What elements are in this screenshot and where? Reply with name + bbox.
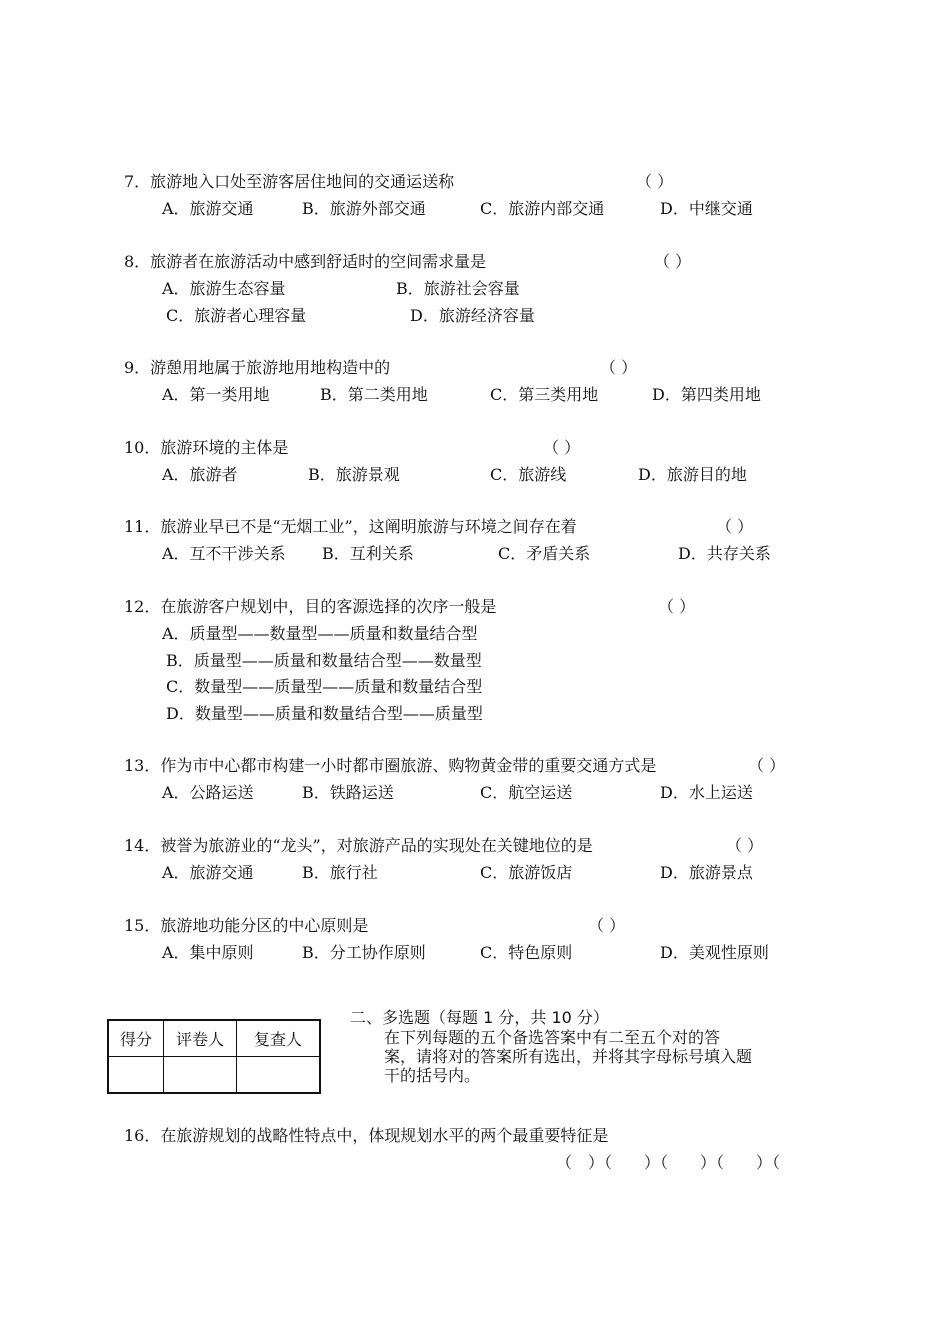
question-12-stem: 12．在旅游客户规划中，目的客源选择的次序一般是: [124, 597, 497, 616]
score-table-header-row: [108, 1020, 320, 1057]
question-11-option-a: A．互不干涉关系: [162, 544, 286, 563]
reviewer-cell[interactable]: [237, 1057, 321, 1094]
section-2-instructions-line-2: 案，请将对的答案所有选出，并将其字母标号填入题: [384, 1047, 753, 1066]
question-10-option-c: C．旅游线: [490, 465, 567, 484]
question-11-option-c: C．矛盾关系: [498, 544, 591, 563]
question-8-option-d: D．旅游经济容量: [410, 306, 535, 325]
question-13-option-d: D．水上运送: [660, 783, 753, 802]
reviewer-header: 复查人: [237, 1020, 321, 1057]
question-8-option-b: B．旅游社会容量: [396, 279, 520, 298]
question-13-stem: 13．作为市中心都市构建一小时都市圈旅游、购物黄金带的重要交通方式是: [124, 756, 657, 775]
question-15-stem: 15．旅游地功能分区的中心原则是: [124, 916, 369, 935]
question-14-option-b: B．旅行社: [302, 863, 378, 882]
question-10-answer-paren: （ ）: [543, 438, 581, 457]
question-9-option-d: D．第四类用地: [652, 385, 761, 404]
question-10-option-d: D．旅游目的地: [638, 465, 747, 484]
question-7-answer-paren: （ ）: [636, 172, 674, 191]
question-8-option-c: C．旅游者心理容量: [166, 306, 307, 325]
question-8-option-a: A．旅游生态容量: [162, 279, 286, 298]
question-9-option-b: B．第二类用地: [320, 385, 428, 404]
question-14-stem: 14．被誉为旅游业的“龙头”，对旅游产品的实现处在关键地位的是: [124, 836, 593, 855]
score-table-entry-row: [108, 1057, 320, 1094]
question-12-option-d: D．数量型——质量和数量结合型——质量型: [166, 704, 483, 723]
score-header: 得分: [108, 1020, 164, 1057]
question-16-answer-parens: （ ）（ ）（ ）（ ）（: [556, 1153, 781, 1172]
question-15-option-b: B．分工协作原则: [302, 943, 426, 962]
question-10-option-b: B．旅游景观: [308, 465, 400, 484]
question-14-answer-paren: （ ）: [726, 836, 764, 855]
question-10-option-a: A．旅游者: [162, 465, 238, 484]
question-11-option-d: D．共存关系: [678, 544, 771, 563]
score-cell[interactable]: [108, 1057, 164, 1094]
question-13-option-b: B．铁路运送: [302, 783, 394, 802]
question-13-answer-paren: （ ）: [748, 756, 786, 775]
question-9-option-c: C．第三类用地: [490, 385, 599, 404]
question-9-option-a: A．第一类用地: [162, 385, 270, 404]
question-16-stem: 16．在旅游规划的战略性特点中，体现规划水平的两个最重要特征是: [124, 1126, 609, 1145]
question-9-stem: 9．游憩用地属于旅游地用地构造中的: [124, 358, 391, 377]
question-12-option-a: A．质量型——数量型——质量和数量结合型: [162, 624, 478, 643]
question-14-option-c: C．旅游饭店: [480, 863, 573, 882]
question-12-option-b: B．质量型——质量和数量结合型——数量型: [166, 651, 482, 670]
question-12-option-c: C．数量型——质量型——质量和数量结合型: [166, 677, 483, 696]
question-7-option-d: D．中继交通: [660, 199, 753, 218]
question-11-option-b: B．互利关系: [322, 544, 414, 563]
question-11-answer-paren: （ ）: [716, 517, 754, 536]
question-13-option-c: C．航空运送: [480, 783, 573, 802]
question-12-answer-paren: （ ）: [658, 597, 696, 616]
section-2-title: 二、多选题（每题 1 分，共 10 分）: [350, 1008, 609, 1027]
question-8-stem: 8．旅游者在旅游活动中感到舒适时的空间需求量是: [124, 252, 487, 271]
question-7-option-a: A．旅游交通: [162, 199, 254, 218]
score-table: [107, 1019, 321, 1094]
question-9-answer-paren: （ ）: [600, 358, 638, 377]
question-15-answer-paren: （ ）: [588, 916, 626, 935]
question-7-option-c: C．旅游内部交通: [480, 199, 605, 218]
section-2-instructions-line-3: 干的括号内。: [384, 1066, 481, 1085]
question-8-answer-paren: （ ）: [654, 252, 692, 271]
question-7-option-b: B．旅游外部交通: [302, 199, 426, 218]
question-7-stem: 7．旅游地入口处至游客居住地间的交通运送称: [124, 172, 455, 191]
grader-cell[interactable]: [164, 1057, 237, 1094]
grader-header: 评卷人: [164, 1020, 237, 1057]
question-13-option-a: A．公路运送: [162, 783, 254, 802]
question-15-option-a: A．集中原则: [162, 943, 254, 962]
question-15-option-c: C．特色原则: [480, 943, 573, 962]
question-14-option-d: D．旅游景点: [660, 863, 753, 882]
question-15-option-d: D．美观性原则: [660, 943, 769, 962]
question-10-stem: 10．旅游环境的主体是: [124, 438, 289, 457]
section-2-instructions-line-1: 在下列每题的五个备选答案中有二至五个对的答: [384, 1028, 721, 1047]
question-14-option-a: A．旅游交通: [162, 863, 254, 882]
question-11-stem: 11．旅游业早已不是“无烟工业”，这阐明旅游与环境之间存在着: [124, 517, 577, 536]
